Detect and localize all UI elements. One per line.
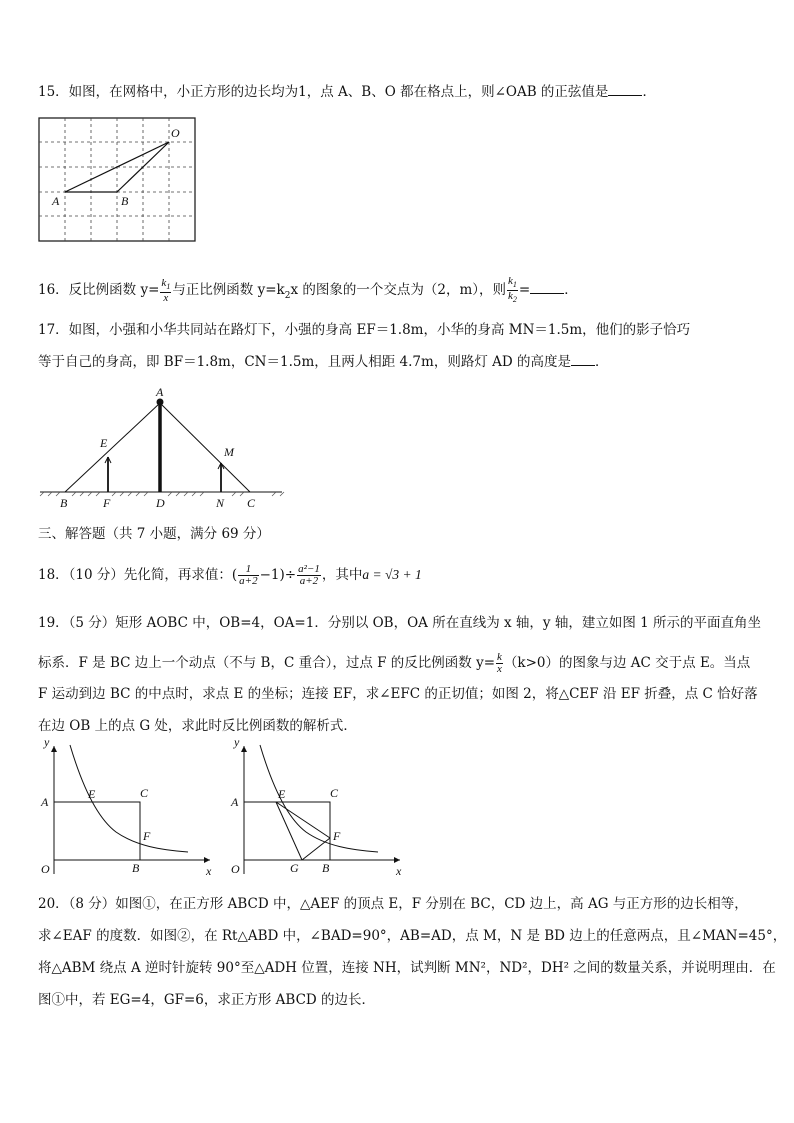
problem-19-line3: F 运动到边 BC 的中点时，求点 E 的坐标；连接 EF，求∠EFC 的正切值；如图 2，将△CEF 沿 EF 折叠，点 C 恰好落 (38, 686, 758, 702)
label-E: E (100, 436, 108, 450)
label-M: M (224, 445, 234, 459)
problem-16-text: 16．反比例函数 y= $\frac{k_1}{x}$ 与正比例函数 $y=k_2x$ 的图象的一个交点为（2，m），则 $\frac{k_1}{k_2}$ = ． (38, 275, 578, 305)
problem-17-line1: 17．如图，小强和小华共同站在路灯下，小强的身高 EF＝1.8m，小华的身高 MN＝1.5m，他们的影子恰巧 (38, 322, 691, 338)
answer-blank[interactable] (571, 353, 595, 366)
problem-15-grid-figure (38, 117, 196, 242)
problem-18-text: 18．（10 分）先化简，再求值：( $\frac{1}{a+2}$ −1)÷ $\frac{\text{a²−1}}{a+2}$ ，其中a = √3 + 1 (38, 563, 422, 587)
label-y: y (44, 735, 50, 749)
fraction-1-over-a-plus-2: $\frac{1}{a+2}$ (239, 563, 258, 587)
label-G: G (290, 861, 299, 875)
label-E: E (278, 787, 286, 801)
label-B: B (121, 194, 129, 208)
label-E: E (88, 787, 96, 801)
label-D: D (156, 496, 165, 510)
label-F: F (143, 829, 151, 843)
label-C: C (140, 786, 149, 800)
label-C: C (247, 496, 256, 510)
label-C: C (330, 786, 339, 800)
answer-blank[interactable] (608, 83, 642, 96)
label-B: B (60, 496, 68, 510)
label-O: O (231, 862, 240, 876)
problem-17-streetlight-figure (40, 385, 285, 510)
fraction-k1-over-k2: $\frac{k_1}{k_2}$ (508, 275, 517, 305)
label-x: x (396, 864, 402, 878)
label-O: O (171, 126, 180, 140)
problem-19-line4: 在边 OB 上的点 G 处，求此时反比例函数的解析式． (38, 718, 357, 734)
problem-19-figure-1 (36, 735, 216, 878)
condition-a-value: a = √3 + 1 (362, 567, 422, 582)
label-x: x (206, 864, 212, 878)
problem-19-line2: 标系．F 是 BC 边上一个动点（不与 B，C 重合），过点 F 的反比例函数 y= $\frac{k}{x}$ （k>0）的图象与边 AC 交于点 E。当点 (38, 651, 751, 675)
label-A: A (52, 194, 60, 208)
label-B: B (322, 861, 330, 875)
label-N: N (216, 496, 225, 510)
problem-19-line1: 19．（5 分）矩形 AOBC 中，OB=4，OA=1．分别以 OB，OA 所在直线为 x 轴，y 轴，建立如图 1 所示的平面直角坐 (38, 615, 761, 631)
problem-17-line2: 等于自己的身高，即 BF＝1.8m，CN＝1.5m，且两人相距 4.7m，则路灯 AD 的高度是 ． (38, 354, 609, 370)
label-A: A (231, 795, 239, 809)
problem-15-text: 15．如图，在网格中，小正方形的边长均为1，点 A、B、O 都在格点上，则∠OAB 的正弦值是 ． (38, 84, 656, 100)
label-A: A (41, 795, 49, 809)
label-F: F (103, 496, 111, 510)
answer-blank[interactable] (530, 281, 564, 294)
fraction-k1-over-x: $\frac{k_1}{x}$ (161, 276, 171, 304)
label-F: F (333, 829, 341, 843)
problem-20-line1: 20．（8 分）如图①，在正方形 ABCD 中，△AEF 的顶点 E，F 分别在 BC，CD 边上，高 AG 与正方形的边长相等， (38, 896, 748, 912)
problem-20-line3: 将△ABM 绕点 A 逆时针旋转 90°至△ADH 位置，连接 NH，试判断 MN²，ND²，DH² 之间的数量关系，并说明理由．在 (38, 960, 776, 976)
fraction-a2-minus-1-over-a-plus-2: $\frac{\text{a²−1}}{a+2}$ (298, 563, 320, 587)
fraction-k-over-x: $\frac{k}{x}$ (497, 651, 502, 675)
problem-19-figure-2 (226, 735, 406, 878)
label-O: O (41, 862, 50, 876)
section-heading: 三、解答题（共 7 小题，满分 69 分） (38, 526, 270, 542)
label-B: B (132, 861, 140, 875)
problem-20-line4: 图①中，若 EG=4，GF=6，求正方形 ABCD 的边长． (38, 992, 376, 1008)
problem-20-line2: 求∠EAF 的度数．如图②，在 Rt△ABD 中，∠BAD=90°，AB=AD，点 M，N 是 BD 边上的任意两点，且∠MAN=45°， (38, 928, 787, 944)
label-A: A (156, 385, 164, 399)
label-y: y (234, 735, 240, 749)
